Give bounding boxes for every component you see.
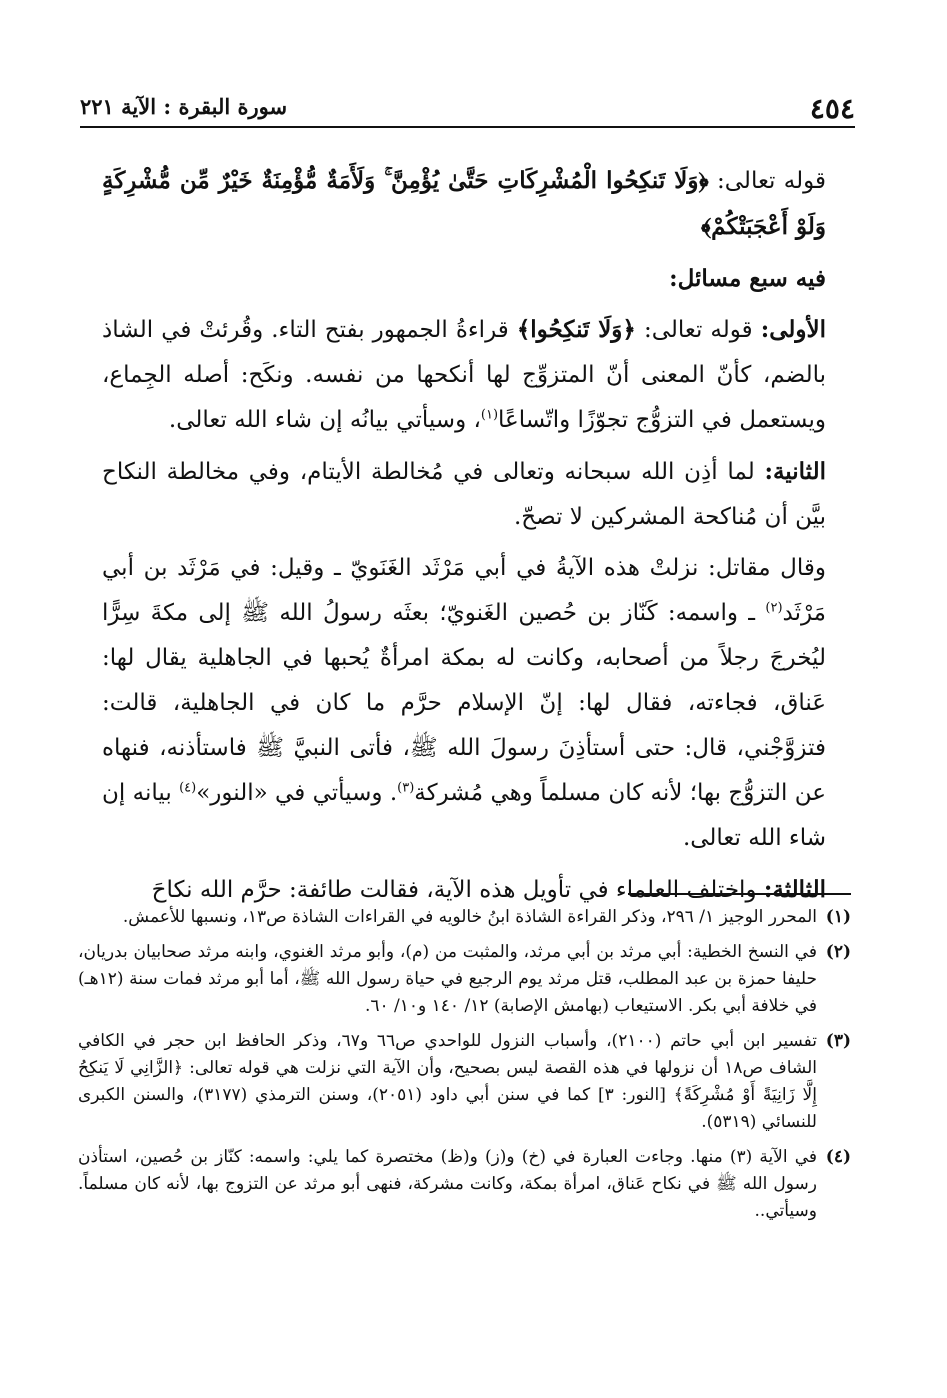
paragraph-verse [102,158,826,250]
footnote-number: (١) [825,907,851,927]
footnote-ref: (٤) [179,780,197,796]
paragraph-first-issue [102,307,826,443]
section-heading: فيه سبع مسائل: [669,265,826,292]
issue-label-third: الثالثة: [763,876,826,903]
verse-intro: قوله تعالى: [708,168,826,194]
footnote-item [78,1144,851,1225]
paragraph-text: ، وسيأتي بيانُه إن شاء الله تعالى. [168,407,481,433]
quran-verse: ﴿وَلَا تَنكِحُوا الْمُشْرِكَاتِ حَتَّىٰ يُؤْمِنَّ ۚ وَلَأَمَةٌ مُّؤْمِنَةٌ خَيْرٌ مِّن مُّشْرِكَةٍ وَلَوْ أَعْجَبَتْكُمْ﴾ [102,167,826,240]
paragraph-muqatil [102,546,826,861]
footnote-number: (٣) [825,1031,851,1051]
footnotes [78,904,851,1233]
issue-label-second: الثانية: [764,458,826,485]
paragraph-text: لما أذِن الله سبحانه وتعالى في مُخالطة الأيتام، وفي مخالطة النكاح بيَّن أن مُناكحة المشركين لا تصحّ. [102,459,826,530]
footnote-ref: (٢) [765,600,783,616]
footnote-number: (٤) [825,1147,851,1167]
footnote-text: في النسخ الخطية: أبي مرثد بن أبي مرثد، والمثبت من (م)، وأبو مرثد الغنوي، وابنه مرثد صحابيان بدريان، حليفا حمزة بن عبد المطلب، قتل مرثد يوم الرجيع في حياة رسول الله ﷺ، أما أبو مرثد فمات سنة (١٢هـ) في خلافة أبي بكر. الاستيعاب (بهامش الإصابة) ١٢/ ١٤٠ و١٠/ ٦٠. [78,942,817,1016]
footnote-text: المحرر الوجيز ١/ ٢٩٦، وذكر القراءة الشاذة ابنُ خالويه في القراءات الشاذة ص١٣، ونسبها للأعمش. [122,907,817,927]
paragraph-second-issue [102,449,826,540]
paragraph-text: واختلف العلماء في تأويل هذه الآية، فقالت طائفة: حرَّم الله نكاحَ [151,877,764,903]
issue-label-first: الأولى: [760,316,826,343]
paragraph-text: . وسيأتي في «النور» [196,780,398,806]
paragraph-text: قوله تعالى: [635,317,761,343]
footnote-item [78,904,851,931]
quran-excerpt: ﴿وَلَا تَنكِحُوا﴾ [516,316,636,343]
footnote-ref: (٣) [397,780,415,796]
running-header [80,86,855,128]
footnote-divider [628,893,851,895]
paragraph-text: بيانه إن شاء الله تعالى. [102,780,826,851]
footnote-text: في الآية (٣) منها. وجاءت العبارة في (خ) و(ز) و(ظ) مختصرة كما يلي: واسمه: كنّاز بن حُصين، استأذن رسول الله ﷺ في نكاح عَناق، امرأة بمكة، وكانت مشركة، فنهى أبو مرثد عن التزوج بها، لأنه كان مسلماً. وسيأتي.. [78,1147,817,1221]
main-text [102,158,826,919]
footnote-item [78,1028,851,1136]
footnote-item [78,939,851,1020]
paragraph-text: قراءةُ الجمهور بفتح التاء. وقُرئتْ في الشاذ بالضم، كأنّ المعنى أنّ المتزوِّج لها أنكحها من نفسه. ونكَح: أصله الجِماع، ويستعمل في التزوُّج تجوّزًا واتّساعًا [102,317,826,433]
paragraph-text: ـ واسمه: كَنّاز بن حُصين الغَنويّ؛ بعثَه رسولُ الله ﷺ إلى مكةَ سِرًّا ليُخرجَ رجلاً من أصحابه، وكانت له بمكة امرأةٌ يُحبها في الجاهلية يقال لها: عَناق، فجاءته، فقال لها: إنّ الإسلام حرَّم ما كان في الجاهلية، قالت: فتزوَّجْني، قال: حتى أستأذِنَ رسولَ الله ﷺ، فأتى النبيَّ ﷺ فاستأذنه، فنهاه عن التزوُّج بها؛ لأنه كان مسلماً وهي مُشركة [102,600,826,806]
footnote-number: (٢) [825,942,851,962]
header-title: سورة البقرة : الآية ٢٢١ [80,94,288,119]
page-number: ٤٥٤ [809,92,855,125]
footnote-text: تفسير ابن أبي حاتم (٢١٠٠)، وأسباب النزول للواحدي ص٦٦ و٦٧، وذكر الحافظ ابن حجر في الكافي الشاف ص١٨ أن نزولها في هذه القصة ليس بصحيح، وأن الآية التي نزلت هي قوله تعالى: ﴿الزَّانِي لَا يَنكِحُ إِلَّا زَانِيَةً أَوْ مُشْرِكَةً﴾ [النور: ٣] كما في سنن أبي داود (٢٠٥١)، وسنن الترمذي (٣١٧٧)، والسنن الكبرى للنسائي (٥٣١٩). [78,1031,817,1132]
footnote-ref: (١) [480,407,499,423]
paragraph-text: وقال مقاتل: نزلتْ هذه الآيةُ في أبي مَرْثَد الغَنَويّ ـ وقيل: في مَرْثَد بن أبي مَرْثَد [102,555,826,626]
